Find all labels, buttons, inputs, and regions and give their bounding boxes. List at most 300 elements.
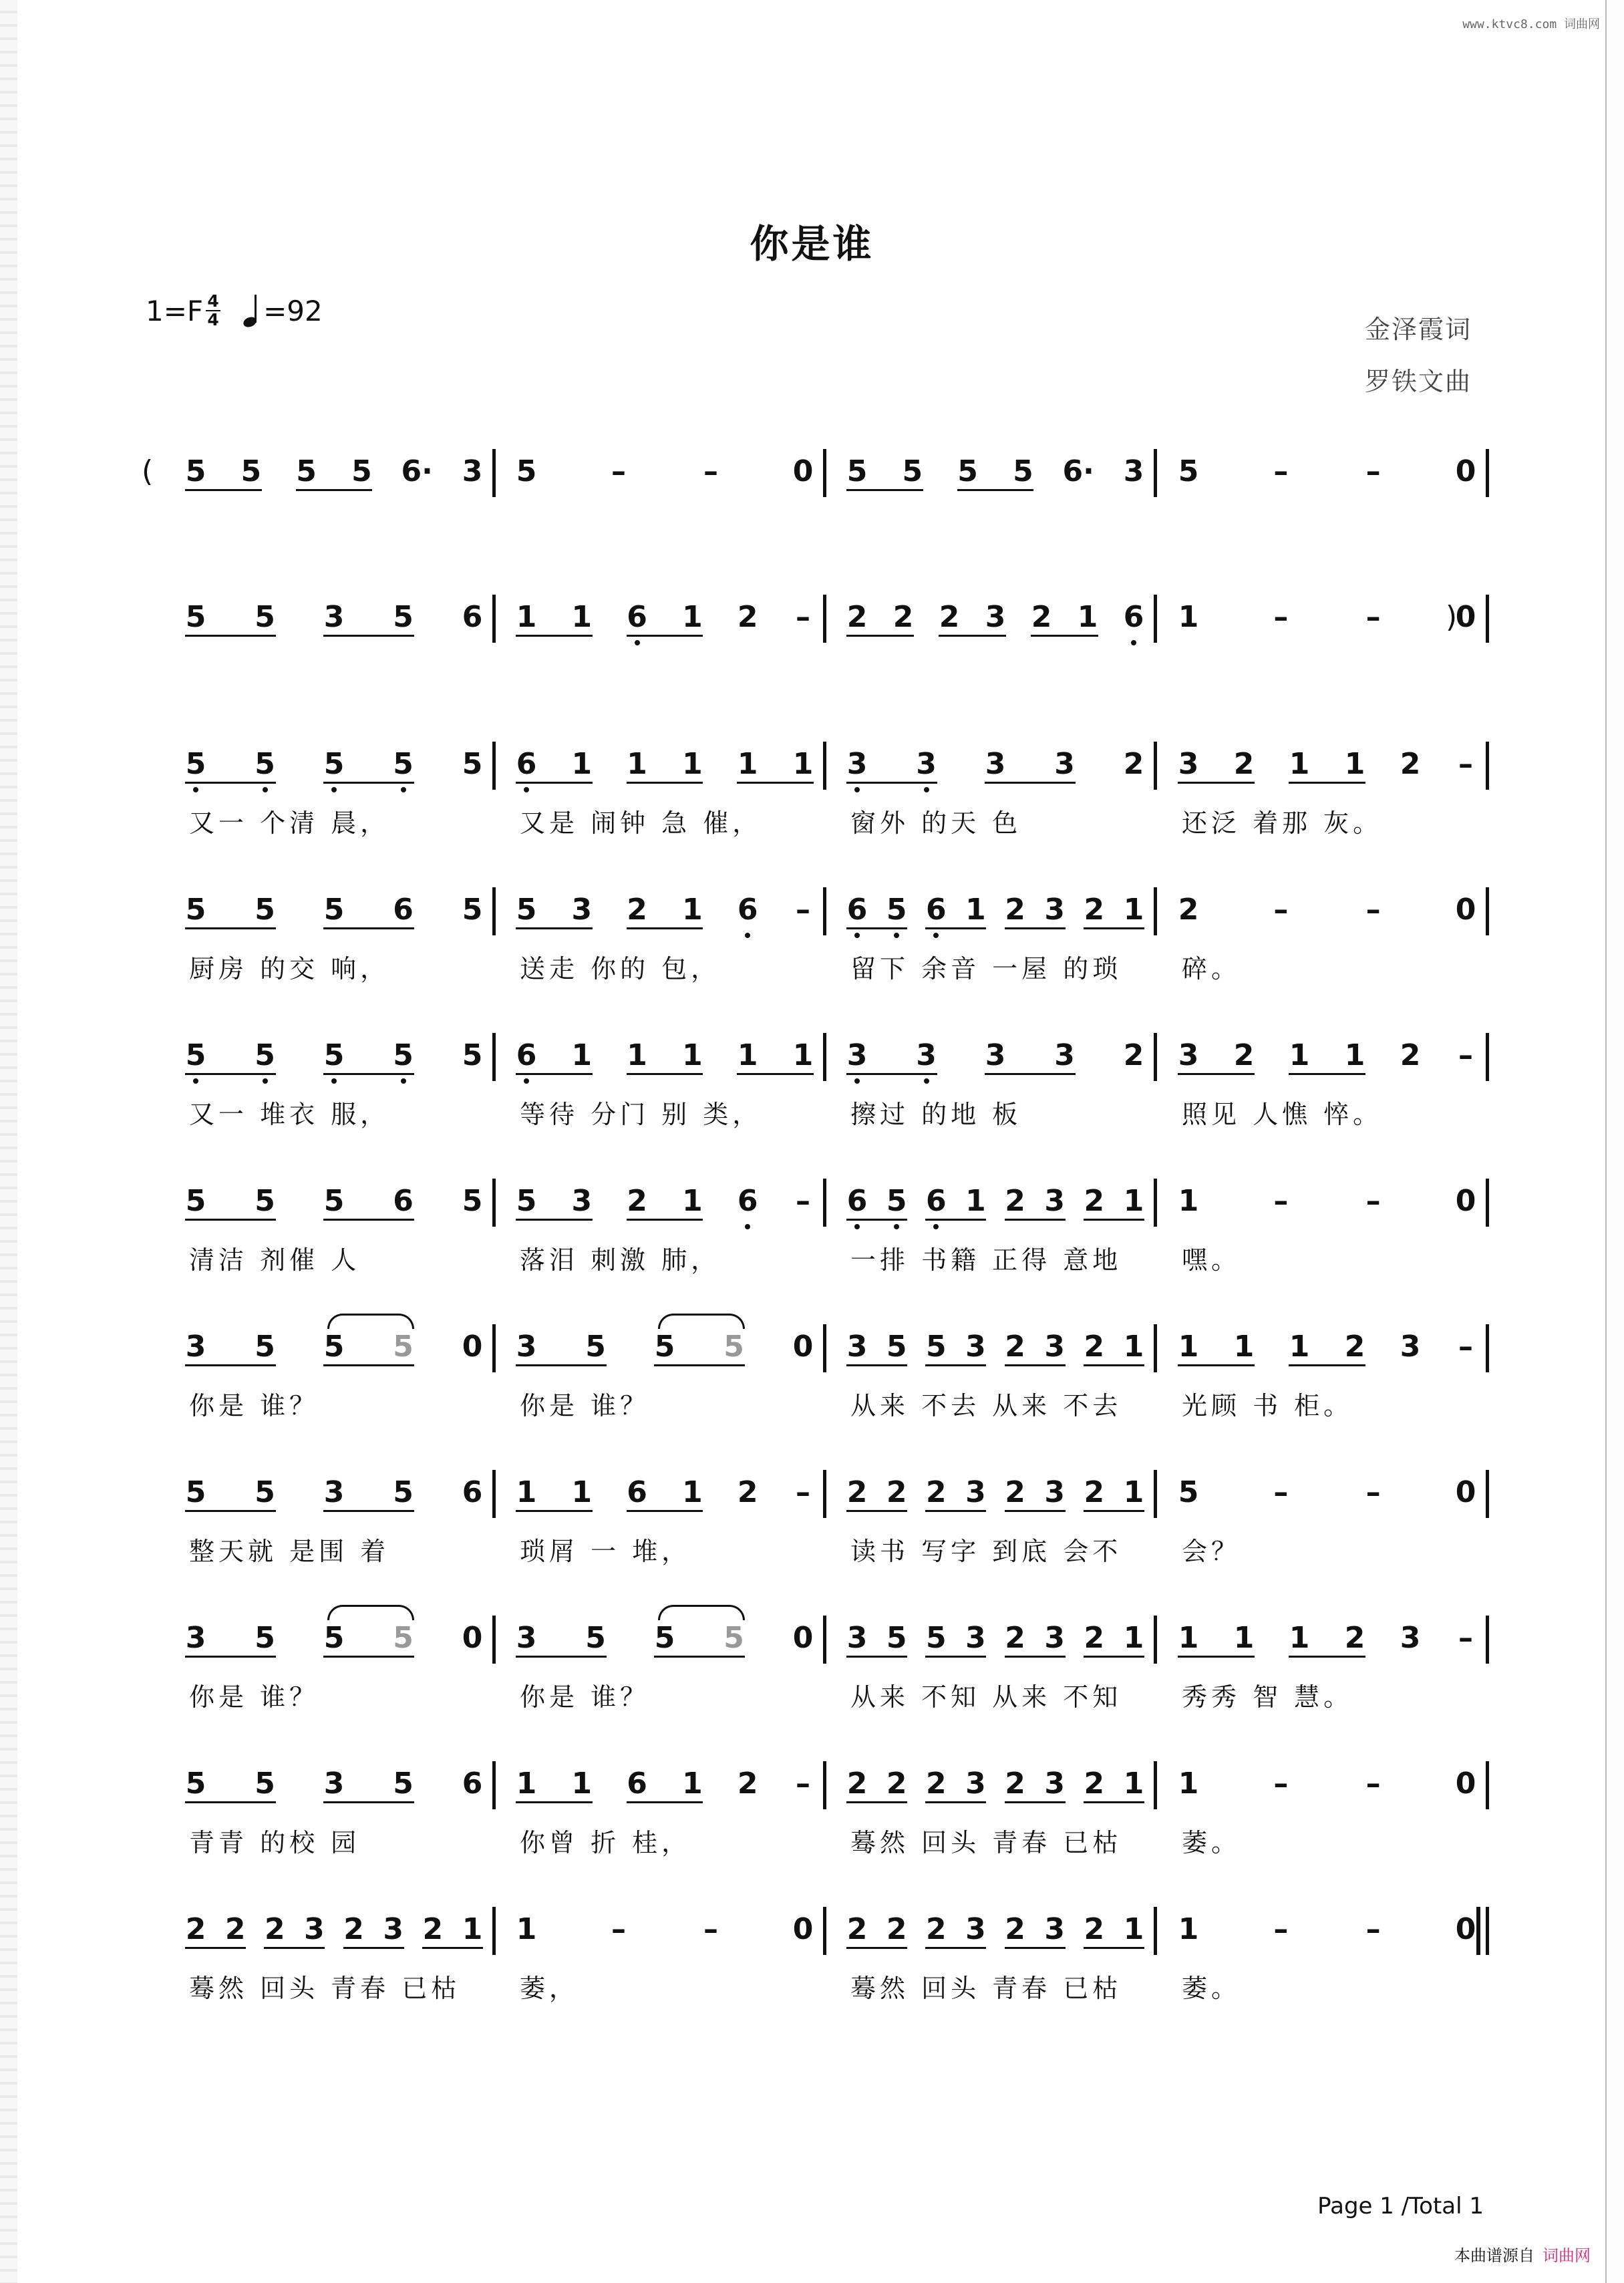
note: 3 [985, 1038, 1006, 1072]
eighth-beam [1084, 1656, 1144, 1658]
note: 0 [792, 1330, 814, 1364]
note: 1 [627, 747, 647, 781]
note: 2 [264, 1912, 285, 1946]
note: 1 [1178, 1330, 1199, 1364]
note: 5 [323, 1621, 345, 1655]
low-octave-dot [524, 787, 529, 792]
note: 1 [571, 600, 593, 634]
note: 6 [925, 893, 947, 927]
eighth-beam [1031, 635, 1098, 637]
note: 5 [185, 1767, 206, 1801]
eighth-beam [185, 782, 276, 784]
eighth-beam [846, 1219, 907, 1221]
barline [1154, 887, 1157, 935]
note: 6 [462, 1767, 483, 1801]
note: 0 [1455, 1184, 1476, 1218]
eighth-beam [1084, 1801, 1144, 1803]
note: 3 [916, 747, 937, 781]
barline [1486, 1907, 1489, 1955]
note: 5 [323, 1330, 345, 1364]
eighth-beam [516, 927, 593, 929]
eighth-beam [627, 635, 703, 637]
note: 5 [462, 747, 483, 781]
note: 5 [255, 1475, 275, 1509]
note: 2 [892, 600, 914, 634]
eighth-beam [516, 782, 593, 784]
note: 2 [1005, 1912, 1025, 1946]
eighth-beam [1178, 1656, 1255, 1658]
lyric-line: 秀秀 智 慧。 [1182, 1682, 1353, 1712]
note: 2 [422, 1912, 444, 1946]
note: 2 [846, 1767, 868, 1801]
note: 1 [571, 1038, 593, 1072]
note: 5 [654, 1330, 675, 1364]
lyric-line: 落泪 刺激 肺， [520, 1245, 721, 1275]
low-octave-dot [933, 933, 939, 938]
low-octave-dot [193, 1078, 198, 1084]
barline [823, 449, 826, 497]
lyric-line: 你是 谁？ [189, 1391, 319, 1420]
low-octave-dot [854, 933, 860, 938]
note: 5 [886, 893, 907, 927]
note: 3 [185, 1330, 206, 1364]
note: 3 [1178, 747, 1199, 781]
note: 5 [185, 1038, 206, 1072]
lyric-line: 窗外 的天 色 [850, 808, 1022, 838]
note: 2 [1084, 1330, 1105, 1364]
eighth-beam [323, 635, 414, 637]
note: 3 [516, 1330, 537, 1364]
note: 1 [682, 1184, 703, 1218]
eighth-beam [323, 1073, 414, 1075]
eighth-beam [925, 1801, 986, 1803]
lyric-line: 萎， [520, 1974, 579, 2003]
barline [1154, 1470, 1157, 1518]
note: 6 [462, 600, 483, 634]
barline [823, 595, 826, 643]
note: 5 [393, 1038, 414, 1072]
note: 1 [682, 1475, 703, 1509]
note: 2 [1005, 1475, 1025, 1509]
note: 6 [737, 893, 758, 927]
note: – [796, 600, 810, 634]
note: 2 [846, 1475, 868, 1509]
note: 1 [516, 600, 537, 634]
eighth-beam [323, 782, 414, 784]
note: 3 [323, 1475, 345, 1509]
barline [1486, 742, 1489, 790]
eighth-beam [1289, 782, 1365, 784]
barline [492, 595, 496, 643]
eighth-beam [985, 1073, 1076, 1075]
left-edge-strip [0, 0, 17, 2283]
note: – [1365, 1767, 1381, 1801]
note: 6 [462, 1475, 483, 1509]
low-octave-dot [401, 787, 406, 792]
lyric-line: 送走 你的 包， [520, 954, 721, 983]
note: – [1365, 454, 1381, 488]
note: 5 [516, 1184, 537, 1218]
eighth-beam [627, 1801, 703, 1803]
note: 2 [1005, 1184, 1025, 1218]
barline [1486, 1616, 1489, 1664]
note: 2 [1233, 747, 1255, 781]
note: 1 [1289, 1330, 1310, 1364]
note: 6 [627, 600, 647, 634]
note: – [1365, 1184, 1381, 1218]
note: 1 [1123, 1330, 1144, 1364]
note: 2 [1344, 1330, 1365, 1364]
eighth-beam [1084, 1510, 1144, 1512]
low-octave-dot [854, 1078, 860, 1084]
low-octave-dot [745, 1224, 750, 1229]
note: 2 [343, 1912, 364, 1946]
note: 2 [737, 1767, 758, 1801]
barline [492, 1324, 496, 1372]
note: 0 [1455, 1475, 1476, 1509]
eighth-beam [846, 1364, 907, 1366]
note: 5 [516, 454, 537, 488]
eighth-beam [939, 635, 1006, 637]
eighth-beam [185, 635, 276, 637]
eighth-beam [296, 489, 373, 491]
note: 1 [737, 747, 758, 781]
note: 1 [965, 893, 986, 927]
note: 5 [323, 1184, 345, 1218]
note: 2 [1344, 1621, 1365, 1655]
repeat-close-paren: ) [1446, 600, 1458, 634]
note: – [611, 454, 626, 488]
site-watermark: www.ktvc8.com 词曲网 [1462, 17, 1600, 31]
note: 1 [682, 600, 703, 634]
note: 1 [1123, 1912, 1144, 1946]
note: 5 [255, 1184, 275, 1218]
barline [492, 449, 496, 497]
note: 3 [846, 1621, 868, 1655]
lyric-line: 嘿。 [1182, 1245, 1241, 1275]
note: 1 [682, 893, 703, 927]
eighth-beam [627, 927, 703, 929]
lyric-line: 读书 写字 到底 会不 [850, 1537, 1122, 1566]
note: 5 [393, 1621, 414, 1655]
eighth-beam [516, 1073, 593, 1075]
note: 2 [737, 600, 758, 634]
barline [1486, 449, 1489, 497]
note: 5 [1013, 454, 1033, 488]
eighth-beam [925, 1510, 986, 1512]
note: 5 [185, 747, 206, 781]
note: 6 [516, 1038, 537, 1072]
eighth-beam [925, 1219, 986, 1221]
note: 3 [965, 1330, 986, 1364]
eighth-beam [185, 1947, 246, 1949]
note: 5 [462, 893, 483, 927]
note: 6 [393, 893, 414, 927]
barline [823, 1179, 826, 1227]
repeat-open-paren: ( [142, 454, 154, 488]
note: 3 [985, 600, 1006, 634]
note: 2 [1178, 893, 1199, 927]
lyric-line: 光顾 书 柜。 [1182, 1391, 1353, 1420]
note: 1 [1233, 1330, 1255, 1364]
low-octave-dot [854, 787, 860, 792]
eighth-beam [323, 927, 414, 929]
barline [492, 1179, 496, 1227]
note: 0 [1455, 454, 1476, 488]
note: 1 [1233, 1621, 1255, 1655]
eighth-beam [846, 1510, 907, 1512]
note: 2 [1084, 893, 1105, 927]
note: 0 [462, 1330, 483, 1364]
note: 5 [323, 1038, 345, 1072]
tie-arc [327, 1605, 414, 1620]
barline [492, 1907, 496, 1955]
note: 2 [925, 1475, 947, 1509]
note: 1 [682, 1767, 703, 1801]
barline [823, 742, 826, 790]
eighth-beam [925, 1947, 986, 1949]
low-octave-dot [635, 640, 640, 645]
note: 2 [1005, 1621, 1025, 1655]
note: 3 [304, 1912, 325, 1946]
note: 5 [393, 1475, 414, 1509]
eighth-beam [1084, 1219, 1144, 1221]
note: – [796, 1475, 810, 1509]
note: 3 [1044, 1912, 1066, 1946]
note: 5 [185, 600, 206, 634]
lyric-line: 清洁 剂催 人 [189, 1245, 361, 1275]
song-title: 你是谁 [750, 221, 874, 267]
eighth-beam [846, 1947, 907, 1949]
eighth-beam [185, 1073, 276, 1075]
note: 1 [1289, 1038, 1310, 1072]
note: 1 [1344, 1038, 1365, 1072]
note: 5 [255, 747, 275, 781]
low-octave-dot [745, 933, 750, 938]
note: 6· [401, 454, 433, 488]
note: 5 [255, 1621, 275, 1655]
barline [823, 1324, 826, 1372]
barline [492, 1616, 496, 1664]
note: 2 [185, 1912, 206, 1946]
barline [1154, 1907, 1157, 1955]
eighth-beam [185, 927, 276, 929]
note: 5 [654, 1621, 675, 1655]
note: 1 [1178, 1912, 1199, 1946]
note: – [796, 1767, 810, 1801]
note: 5 [585, 1621, 606, 1655]
note: 2 [1123, 1038, 1144, 1072]
note: 1 [965, 1184, 986, 1218]
note: 1 [1123, 893, 1144, 927]
eighth-beam [323, 1656, 414, 1658]
note: 5 [723, 1621, 744, 1655]
eighth-beam [627, 1510, 703, 1512]
low-octave-dot [263, 787, 268, 792]
eighth-beam [1178, 782, 1255, 784]
note: 5 [723, 1330, 744, 1364]
note: 2 [1084, 1475, 1105, 1509]
note: 3 [1044, 1184, 1066, 1218]
eighth-beam [737, 782, 814, 784]
note: 1 [627, 1038, 647, 1072]
eighth-beam [516, 1656, 607, 1658]
note: 5 [296, 454, 317, 488]
low-octave-dot [263, 1078, 268, 1084]
eighth-beam [185, 1219, 276, 1221]
note: 5 [185, 454, 206, 488]
note: 1 [1289, 1621, 1310, 1655]
note: 5 [886, 1184, 907, 1218]
note: 2 [1084, 1767, 1105, 1801]
low-octave-dot [524, 1078, 529, 1084]
eighth-beam [1178, 1073, 1255, 1075]
eighth-beam [1005, 1801, 1066, 1803]
barline [823, 1033, 826, 1081]
eighth-beam [846, 1801, 907, 1803]
lyric-line: 等待 分门 别 类， [520, 1100, 762, 1129]
note: 3 [1044, 1621, 1066, 1655]
note: 3 [383, 1912, 404, 1946]
low-octave-dot [331, 1078, 337, 1084]
note: 1 [1123, 1184, 1144, 1218]
quarter-note-icon [243, 295, 261, 327]
eighth-beam [185, 1364, 276, 1366]
tie-arc [658, 1314, 745, 1329]
eighth-beam [343, 1947, 404, 1949]
barline [492, 742, 496, 790]
note: – [1273, 1912, 1289, 1946]
note: 3 [323, 600, 345, 634]
eighth-beam [985, 782, 1076, 784]
key-tempo-line [146, 293, 323, 329]
note: – [703, 1912, 718, 1946]
lyric-line: 会？ [1182, 1537, 1241, 1566]
note: 6 [516, 747, 537, 781]
note: 1 [462, 1912, 483, 1946]
eighth-beam [846, 927, 907, 929]
eighth-beam [264, 1947, 325, 1949]
eighth-beam [1084, 1364, 1144, 1366]
note: 3 [1044, 893, 1066, 927]
barline [823, 1761, 826, 1809]
note: – [1365, 1912, 1381, 1946]
note: 2 [737, 1475, 758, 1509]
note: 1 [1077, 600, 1098, 634]
barline [492, 887, 496, 935]
barline [823, 1907, 826, 1955]
note: 0 [792, 454, 814, 488]
note: 5 [393, 1767, 414, 1801]
note: 1 [516, 1912, 537, 1946]
note: 3 [1178, 1038, 1199, 1072]
note: 5 [393, 747, 414, 781]
note: 0 [1455, 600, 1476, 634]
barline [1486, 1179, 1489, 1227]
eighth-beam [1005, 1947, 1066, 1949]
low-octave-dot [331, 787, 337, 792]
eighth-beam [323, 1219, 414, 1221]
note: 6 [925, 1184, 947, 1218]
barline [1154, 1616, 1157, 1664]
eighth-beam [1084, 927, 1144, 929]
eighth-beam [323, 1801, 414, 1803]
note: 1 [571, 747, 593, 781]
lyric-line: 青青 的校 园 [189, 1828, 361, 1857]
note: – [1458, 1038, 1473, 1072]
note: 5 [1178, 454, 1199, 488]
note: 5 [255, 600, 275, 634]
note: 3 [846, 1038, 868, 1072]
note: – [1273, 600, 1289, 634]
final-barline [1476, 1907, 1480, 1955]
note: 1 [1123, 1767, 1144, 1801]
eighth-beam [846, 782, 937, 784]
note: 1 [1123, 1475, 1144, 1509]
eighth-beam [1005, 1656, 1066, 1658]
note: 3 [1123, 454, 1144, 488]
note: 3 [916, 1038, 937, 1072]
lyric-line: 你是 谁？ [520, 1391, 650, 1420]
note: 3 [1400, 1621, 1421, 1655]
note: 5 [846, 454, 868, 488]
note: 2 [846, 600, 868, 634]
composer-credit: 罗铁文曲 [1364, 367, 1472, 396]
lyric-line: 厨房 的交 响， [189, 954, 390, 983]
barline [1154, 742, 1157, 790]
eighth-beam [185, 489, 262, 491]
note: 1 [792, 747, 814, 781]
eighth-beam [516, 1219, 593, 1221]
note: 0 [792, 1621, 814, 1655]
low-octave-dot [1131, 640, 1136, 645]
barline [492, 1761, 496, 1809]
note: 3 [1400, 1330, 1421, 1364]
note: 5 [185, 1184, 206, 1218]
eighth-beam [1289, 1656, 1365, 1658]
note: 2 [1005, 1330, 1025, 1364]
note: 2 [627, 1184, 647, 1218]
note: – [1458, 1330, 1473, 1364]
note: 2 [1400, 1038, 1421, 1072]
note: 0 [462, 1621, 483, 1655]
note: 1 [1344, 747, 1365, 781]
note: – [611, 1912, 626, 1946]
note: 1 [571, 1767, 593, 1801]
note: 2 [1400, 747, 1421, 781]
tie-arc [327, 1314, 414, 1329]
eighth-beam [846, 1656, 907, 1658]
note: 2 [886, 1767, 907, 1801]
note: 1 [571, 1475, 593, 1509]
source-credit: 本曲谱源自 词曲网 [1454, 2246, 1591, 2265]
note: 2 [925, 1767, 947, 1801]
barline [492, 1470, 496, 1518]
lyric-line: 照见 人憔 悴。 [1182, 1100, 1383, 1129]
note: 5 [185, 1475, 206, 1509]
low-octave-dot [193, 787, 198, 792]
lyric-line: 还泛 着那 灰。 [1182, 808, 1383, 838]
eighth-beam [925, 927, 986, 929]
note: 2 [627, 893, 647, 927]
note: 6 [846, 1184, 868, 1218]
note: 0 [1455, 893, 1476, 927]
eighth-beam [323, 1510, 414, 1512]
lyricist-credit: 金泽霞词 [1364, 315, 1472, 344]
eighth-beam [737, 1073, 814, 1075]
note: – [1458, 1621, 1473, 1655]
lyric-line: 琐屑 一 堆， [520, 1537, 691, 1566]
